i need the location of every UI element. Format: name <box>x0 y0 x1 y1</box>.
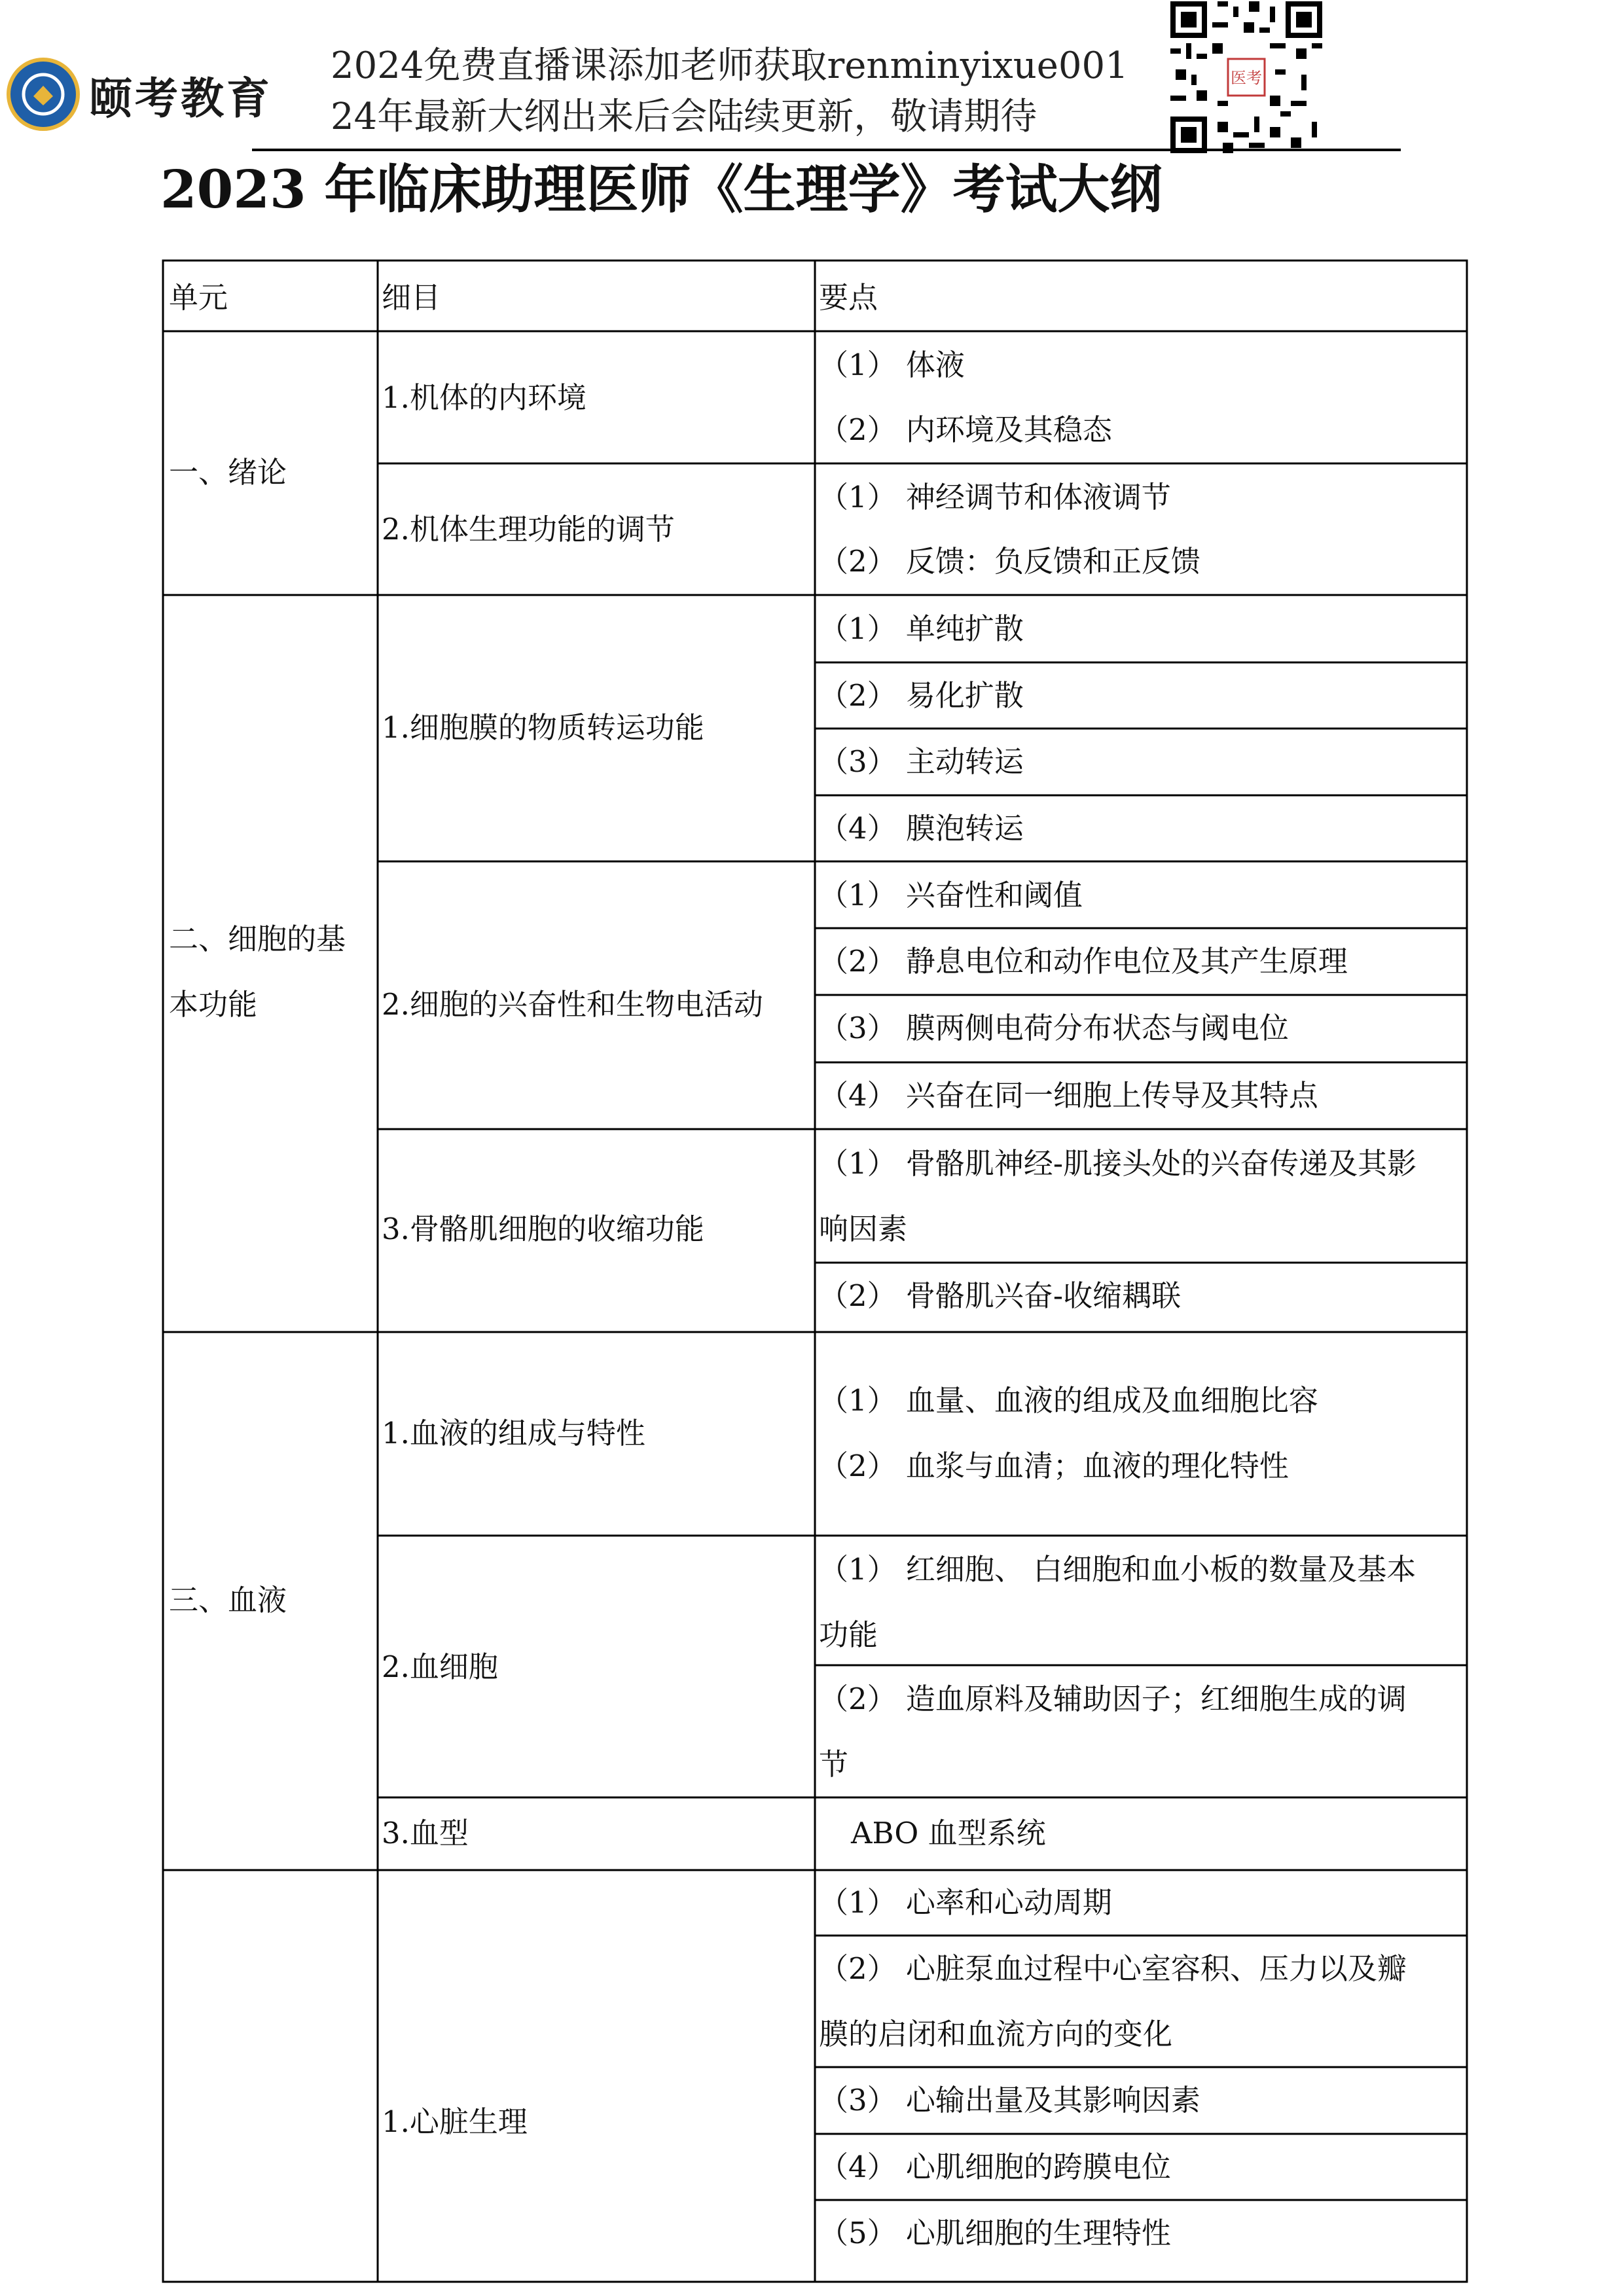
unit-cell: 一、绪论 <box>169 455 287 490</box>
column-header-points: 要点 <box>819 280 878 315</box>
point-cell: （3） 膜两侧电荷分布状态与阈电位 <box>819 1011 1289 1045</box>
point-cell: （3） 心输出量及其影响因素 <box>819 2083 1200 2118</box>
column-header-item: 细目 <box>382 280 441 315</box>
subitem-cell: 1.血液的组成与特性 <box>382 1416 645 1451</box>
point-cell: （2） 造血原料及辅助因子；红细胞生成的调 <box>819 1682 1407 1716</box>
point-cell: （4） 兴奋在同一细胞上传导及其特点 <box>819 1078 1318 1113</box>
subitem-cell: 1.心脏生理 <box>382 2104 528 2139</box>
unit-cell: 三、血液 <box>169 1583 287 1617</box>
logo-text: 颐考教育 <box>89 73 272 124</box>
point-cell: （2） 内环境及其稳态 <box>819 412 1112 447</box>
subitem-cell: 3.血型 <box>382 1816 469 1850</box>
point-cell: 节 <box>819 1747 849 1782</box>
subitem-cell: 1.机体的内环境 <box>382 380 586 415</box>
subitem-cell: 2.细胞的兴奋性和生物电活动 <box>382 987 763 1022</box>
point-cell: （1） 血量、血液的组成及血细胞比容 <box>819 1383 1318 1418</box>
point-cell: 功能 <box>819 1617 878 1652</box>
qr-caption: 医考 <box>1231 68 1262 87</box>
point-cell: 响因素 <box>819 1212 908 1246</box>
point-cell: （1） 单纯扩散 <box>819 611 1024 646</box>
point-cell: （1） 骨骼肌神经-肌接头处的兴奋传递及其影 <box>819 1146 1417 1181</box>
page-title: 2023 年临床助理医师《生理学》考试大纲 <box>160 158 1163 220</box>
point-cell: ABO 血型系统 <box>851 1816 1046 1850</box>
point-cell: （1） 兴奋性和阈值 <box>819 878 1083 912</box>
point-cell: （2） 反馈：负反馈和正反馈 <box>819 544 1200 579</box>
point-cell: （1） 神经调节和体液调节 <box>819 480 1171 514</box>
point-cell: （5） 心肌细胞的生理特性 <box>819 2216 1171 2250</box>
point-cell: （1） 体液 <box>819 348 965 382</box>
point-cell: （2） 血浆与血清；血液的理化特性 <box>819 1449 1289 1483</box>
point-cell: （2） 骨骼肌兴奋-收缩耦联 <box>819 1278 1182 1313</box>
point-cell: （2） 静息电位和动作电位及其产生原理 <box>819 944 1348 979</box>
subitem-cell: 2.血细胞 <box>382 1649 498 1684</box>
subitem-cell: 3.骨骼肌细胞的收缩功能 <box>382 1212 704 1246</box>
subitem-cell: 2.机体生理功能的调节 <box>382 512 675 547</box>
point-cell: （3） 主动转运 <box>819 744 1024 779</box>
promo-line-1: 2024免费直播课添加老师获取renminyixue001 <box>331 45 1128 87</box>
subitem-cell: 1.细胞膜的物质转运功能 <box>382 710 704 745</box>
point-cell: （1） 红细胞、 白细胞和血小板的数量及基本 <box>819 1552 1416 1587</box>
point-cell: 膜的启闭和血流方向的变化 <box>819 2017 1173 2051</box>
point-cell: （1） 心率和心动周期 <box>819 1885 1112 1920</box>
point-cell: （2） 易化扩散 <box>819 678 1024 713</box>
promo-line-2: 24年最新大纲出来后会陆续更新，敬请期待 <box>331 96 1038 138</box>
unit-cell: 二、细胞的基 <box>169 922 346 956</box>
column-header-unit: 单元 <box>169 280 228 315</box>
point-cell: （2） 心脏泵血过程中心室容积、压力以及瓣 <box>819 1951 1407 1986</box>
point-cell: （4） 心肌细胞的跨膜电位 <box>819 2150 1171 2184</box>
unit-cell: 本功能 <box>169 987 258 1022</box>
point-cell: （4） 膜泡转运 <box>819 811 1024 846</box>
